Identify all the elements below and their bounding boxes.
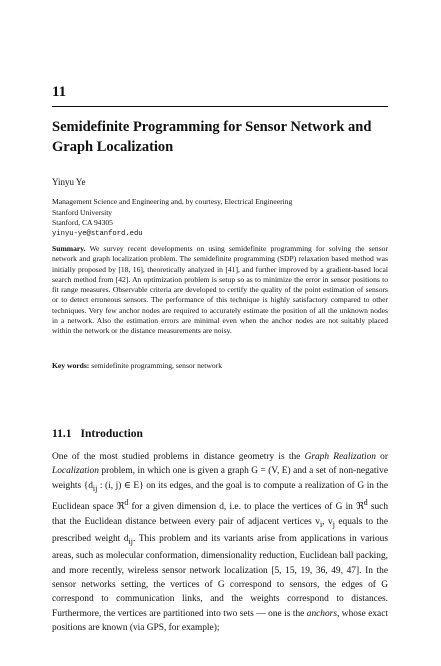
author-email: yinyu-ye@stanford.edu [52,229,143,238]
affiliation-line: Management Science and Engineering and, by courtesy, Electrical Engineering [52,197,293,206]
body-emphasis: Localization [52,466,99,477]
affiliation-line: Stanford University [52,207,113,217]
body-text-run: for a given dimension d, i.e. to place the vertices of G in ℜ [128,502,364,513]
math-superscript: d [363,498,368,508]
abstract [52,244,388,337]
body-text-run: or [375,452,388,462]
body-text-run: problem, in which one is given a graph G = (V, E) and a set of non-negative weights {d [52,466,388,491]
math-subscript: ij [128,536,133,546]
body-text-run: equals to the prescribed weight d [52,516,389,544]
math-superscript: d [124,498,129,508]
author-name: Yinyu Ye [52,177,86,187]
body-emphasis: Graph Realization [304,452,376,462]
body-text-run: : (i, j) ∈ E} on its edges, and the goal is to compute a realization of G in the Euclidean space ℜ [52,480,388,513]
abstract-text: We survey recent developments on using semidefinite programming for solving the sensor network and graph localization problem. The semidefinite programming (SDP) relaxation based method was initially proposed by [18, 16], theoretically analyzed in [41], and further improved by a gradient-based local search method from [42]. An optimization problem is setup so as to minimize the error in sensor positions to fit range measures. Observable criteria are developed to certify the quality of the point estimation of sensors or to detect erroneous sensors. The performance of this technique is highly satisfactory compared to other techniques. Very few anchor nodes are required to accurately estimate the position of all the unknown nodes in a network. Also the estimation errors are minimal even when the anchor nodes are not suitably placed within the network or the distance measurements are noisy. [52,244,388,336]
body-text-run: One of the most studied problems in distance geometry is the [52,452,305,462]
math-subscript: ij [92,483,98,493]
chapter-title: Semidefinite Programming for Sensor Network and Graph Localization [52,119,372,155]
keywords-lead: Key words: [52,361,90,370]
keywords-text: semidefinite programming, sensor network [91,361,223,370]
body-paragraph [52,450,388,636]
math-subscript: i [319,519,323,529]
body-text-run: , v [322,516,333,527]
math-subscript: j [332,519,335,529]
abstract-lead: Summary. [52,244,86,253]
section-number: 11.1 [52,428,72,440]
body-text-run: . This problem and its variants arise from applications in various areas, such as molecular conformation, dimensionality reduction, Euclidean ball packing, and more recently, wireless sensor network localization [5, 15, 19, 36, 49, 47]. In the sensor networks setting, the vertices of G correspond to sensors, the edges of G correspond to communication links, and the weights correspond to distances. Furthermore, the vertices are partitioned into two sets — one is the [52,533,388,619]
author-affiliation [52,197,292,239]
body-text-run: , whose exact positions are known (via GPS, for example); [52,608,388,634]
body-text-run: such that the Euclidean distance between every pair of adjacent vertices v [52,502,389,527]
section-title: Introduction [80,428,143,440]
chapter-rule [52,106,388,107]
affiliation-line: Stanford, CA 94305 [52,218,113,228]
keywords [52,361,388,370]
chapter-number: 11 [52,84,67,100]
section-heading [52,428,143,440]
body-emphasis: anchors [306,608,337,619]
